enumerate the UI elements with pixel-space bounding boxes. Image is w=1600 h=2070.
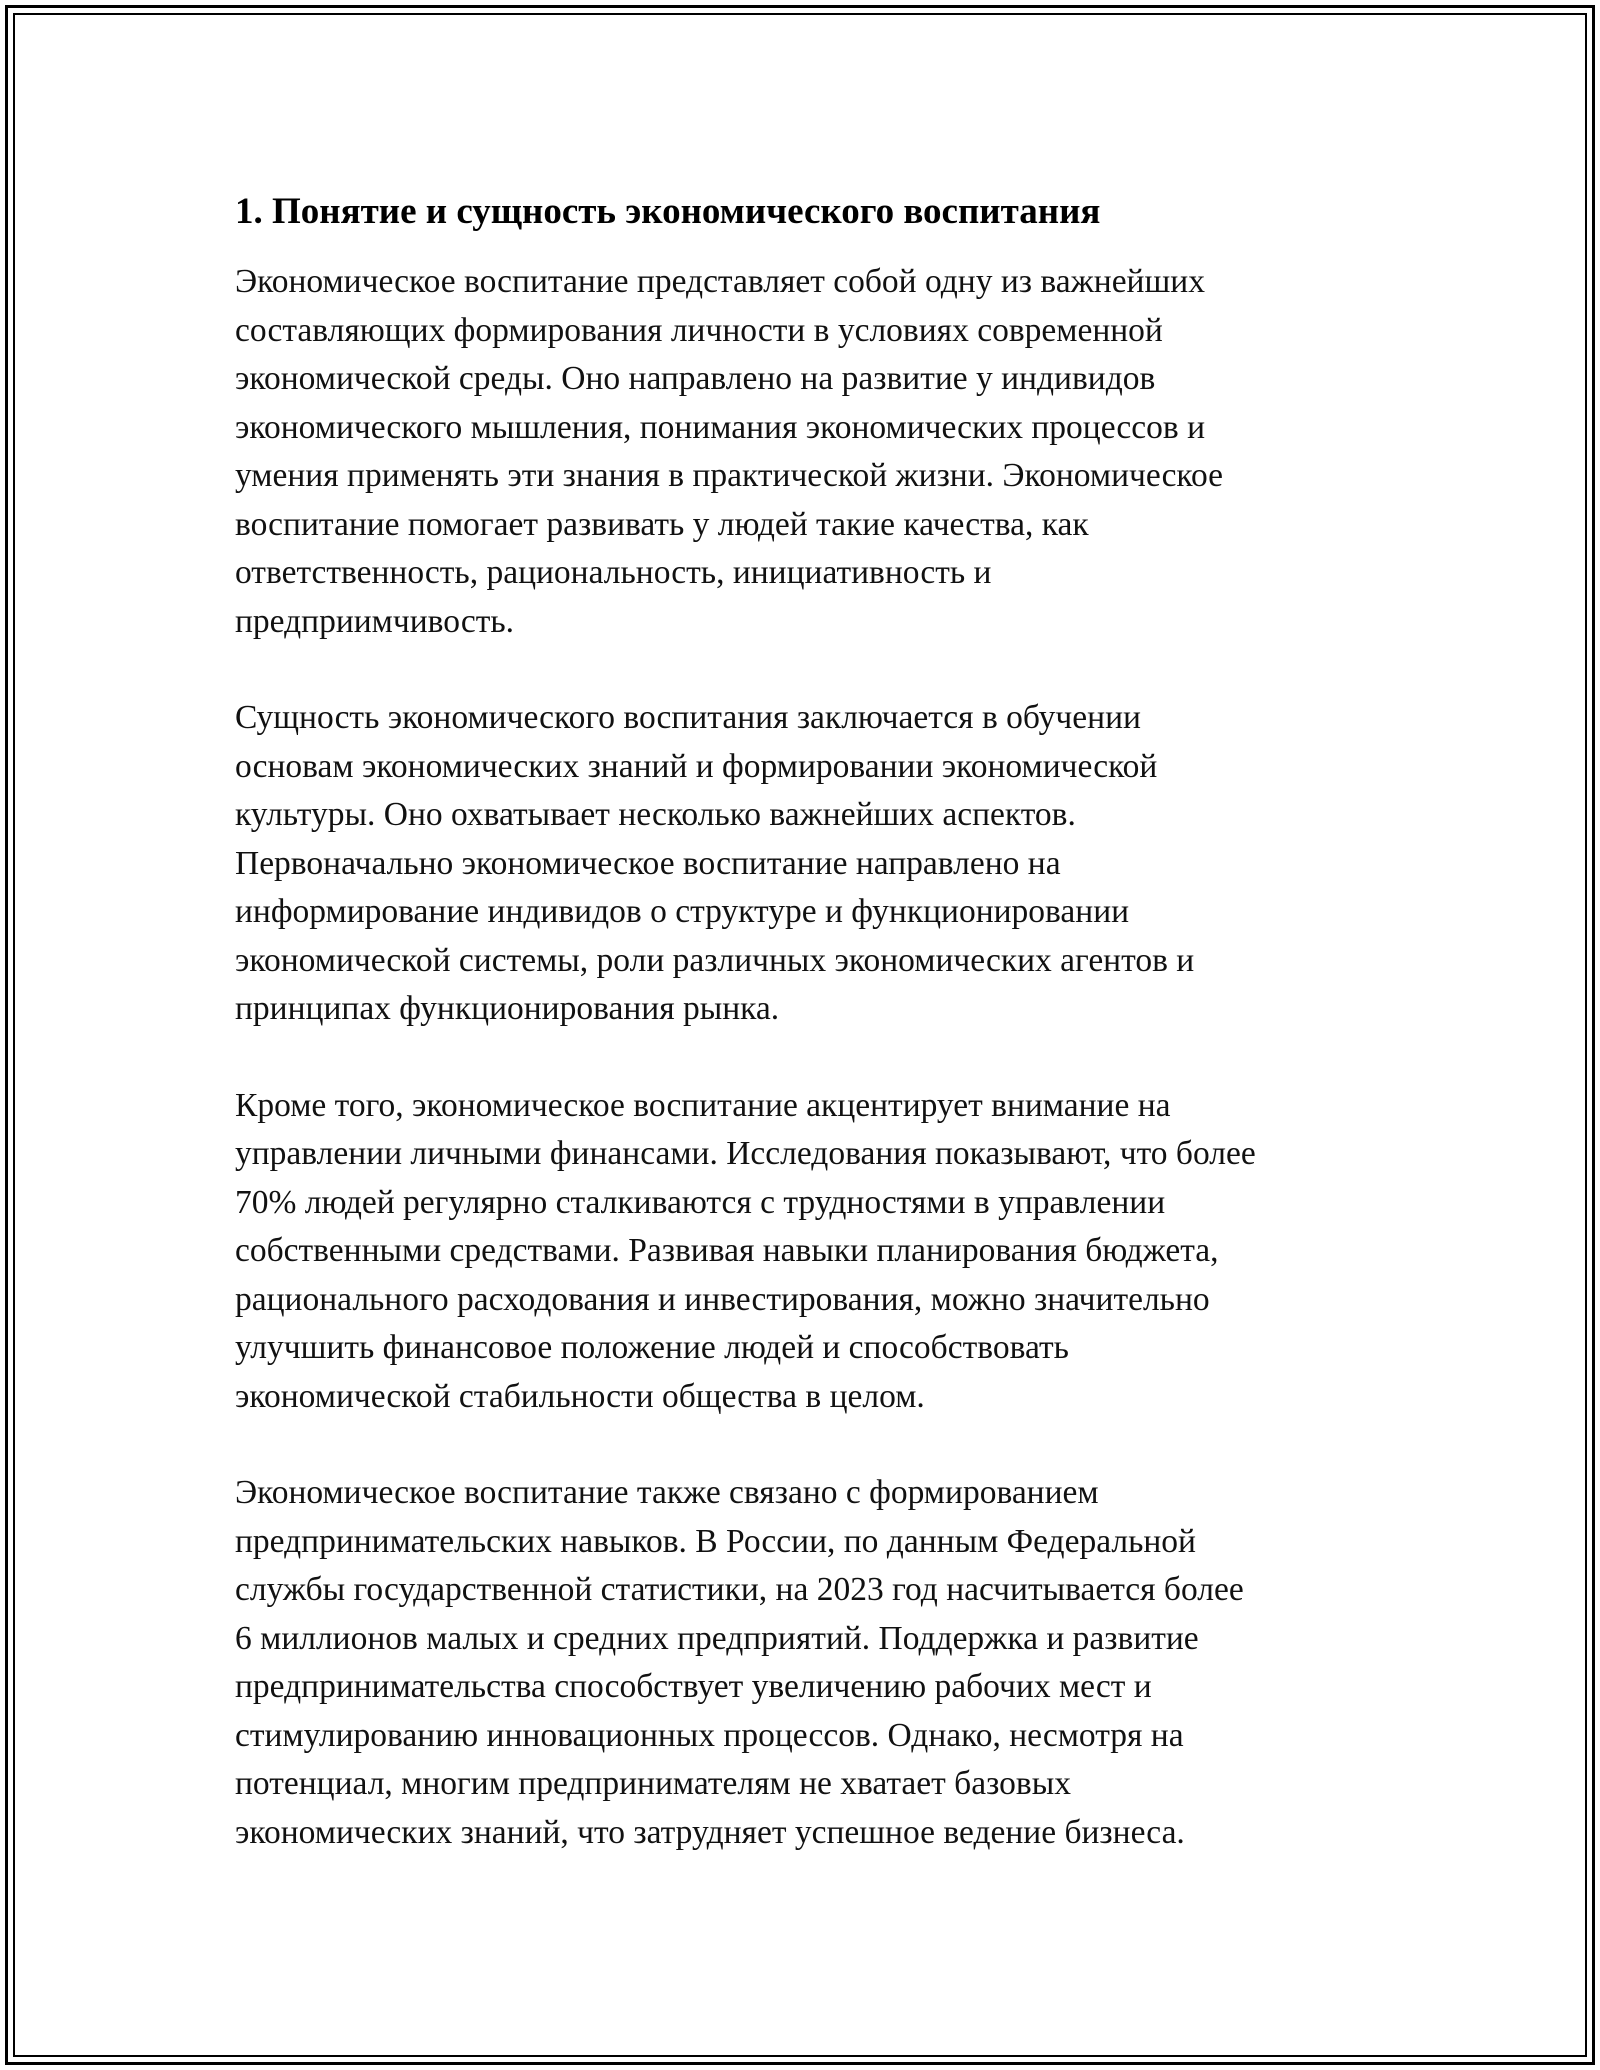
paragraph-3: Кроме того, экономическое воспитание акцентирует внимание на управлении личными финансами. Исследования показывают, что более 70% людей регулярно сталкиваются с трудностями в управлении собственными средствами. Развивая навыки планирования бюджета, рационального расходования и инвестирования, можно значительно улучшить финансовое положение людей и способствовать экономической стабильности общества в целом.	[235, 1086, 1256, 1415]
paragraph-2: Сущность экономического воспитания заключается в обучении основам экономических знаний и формировании экономической культуры. Оно охватывает несколько важнейших аспектов. Первоначально экономическое воспитание направлено на информирование индивидов о структуре и функционировании экономической системы, роли различных экономических агентов и принципах функционирования рынка.	[235, 699, 1195, 1027]
section-heading: 1. Понятие и сущность экономического воспитания	[235, 191, 1101, 232]
paragraph-1: Экономическое воспитание представляет собой одну из важнейших составляющих формирования личности в условиях современной экономической среды. Оно направлено на развитие у индивидов экономического мышления, понимания экономических процессов и умения применять эти знания в практической жизни. Экономическое воспитание помогает развивать у людей такие качества, как ответственность, рациональность, инициативность и предприимчивость.	[235, 263, 1224, 640]
paragraph-4: Экономическое воспитание также связано с формированием предпринимательских навыков. В России, по данным Федеральной службы государственной статистики, на 2023 год насчитывается более 6 миллионов малых и средних предприятий. Поддержка и развитие предпринимательства способствует увеличению рабочих мест и стимулированию инновационных процессов. Однако, несмотря на потенциал, многим предпринимателям не хватает базовых экономических знаний, что затрудняет успешное ведение бизнеса.	[235, 1474, 1244, 1851]
document-body	[235, 188, 1365, 1857]
